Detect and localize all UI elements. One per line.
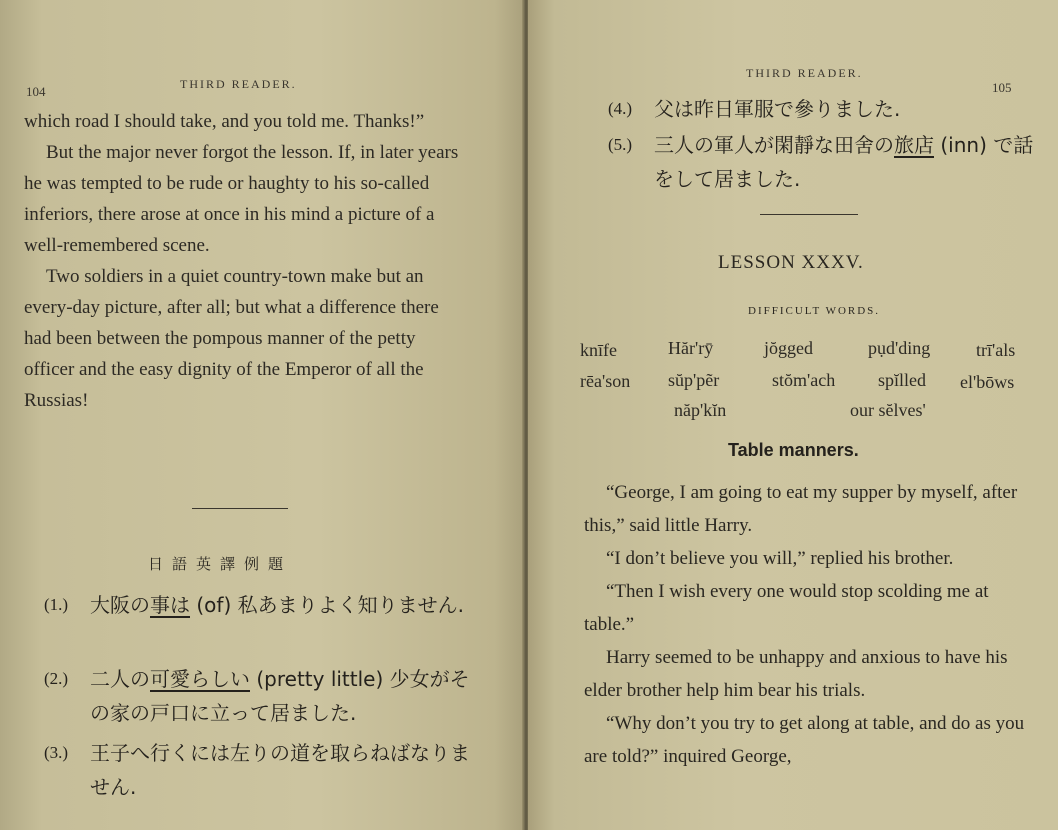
difficult-word: stŏm'ach xyxy=(772,370,836,390)
paragraph: “Why don’t you try to get along at table, and do as you are told?” inquired George, xyxy=(584,713,1025,767)
exercise-item xyxy=(44,736,478,804)
exercise-item xyxy=(608,128,1034,196)
exercise-number: (4.) xyxy=(608,99,633,118)
exercise-text: (pretty little) 少女がその家の戸口に立って居ました. xyxy=(90,667,470,725)
exercise-text: 三人の軍人が閑靜な田舍の xyxy=(654,133,894,157)
running-head: THIRD READER. xyxy=(180,77,297,91)
paragraph: “George, I am going to eat my supper by myself, after this,” said little Harry. xyxy=(584,482,1018,536)
underlined-word: 事は xyxy=(150,593,190,617)
difficult-word: el'bōws xyxy=(960,372,1015,392)
difficult-word: Hăr'rȳ xyxy=(668,338,714,358)
underlined-word: 旅店 xyxy=(894,133,934,157)
difficult-word: knīfe xyxy=(580,340,617,360)
paragraph: which road I should take, and you told me. Thanks!” xyxy=(24,111,425,132)
right-page xyxy=(528,0,1058,830)
difficult-word: pụd'ding xyxy=(868,338,931,358)
difficult-word: rēa'son xyxy=(580,371,631,391)
difficult-word: sŭp'pẽr xyxy=(668,370,720,390)
body-text xyxy=(24,106,470,416)
underlined-word: 可愛らしい xyxy=(150,667,250,691)
exercise-number: (2.) xyxy=(44,669,69,688)
difficult-word: jŏgged xyxy=(764,338,813,358)
difficult-word: năp'kĭn xyxy=(674,400,727,420)
exercise-item xyxy=(608,92,1034,126)
exercise-text: 王子へ行くには左りの道を取らねばなりません. xyxy=(90,741,470,799)
exercise-number: (3.) xyxy=(44,743,69,762)
exercise-item xyxy=(44,588,478,622)
difficult-word: our sĕlves' xyxy=(850,400,926,420)
paragraph: Two soldiers in a quiet country-town make but an every-day picture, after all; but what a difference there had been between the pompous manner of the petty officer and the easy dignity of the Emperor of all the Russias! xyxy=(24,266,439,411)
paragraph: But the major never forgot the lesson. If, in later years he was tempted to be rude or haughty to his so-called inferiors, there arose at once in his mind a picture of a well-remembered scene. xyxy=(24,142,459,256)
exercise-text: 大阪の xyxy=(90,593,150,617)
difficult-word: spĭlled xyxy=(878,370,926,390)
lesson-title: LESSON XXXV. xyxy=(718,252,864,273)
difficult-words-label: DIFFICULT WORDS. xyxy=(748,305,881,317)
running-head: THIRD READER. xyxy=(746,66,863,80)
paragraph: Harry seemed to be unhappy and anxious to have his elder brother help him bear his trials. xyxy=(584,647,1008,701)
body-text xyxy=(584,476,1034,773)
page-number: 104 xyxy=(26,84,46,99)
exercise-text: 二人の xyxy=(90,667,150,691)
exercise-item xyxy=(44,662,478,730)
difficult-word: trī'als xyxy=(976,340,1016,360)
section-divider xyxy=(760,214,858,215)
section-subtitle: Table manners. xyxy=(728,440,859,460)
exercise-title: 日語英譯例題 xyxy=(148,555,293,573)
exercise-text: (of) 私あまりよく知りません. xyxy=(190,593,464,617)
paragraph: “I don’t believe you will,” replied his brother. xyxy=(606,548,954,569)
exercise-text: 父は昨日軍服で參りました. xyxy=(654,97,901,121)
left-page xyxy=(0,0,526,830)
exercise-text: (inn) で話をして居ました. xyxy=(654,133,1034,191)
page-number: 105 xyxy=(992,80,1012,95)
exercise-number: (1.) xyxy=(44,595,69,614)
paragraph: “Then I wish every one would stop scolding me at table.” xyxy=(584,581,989,635)
exercise-number: (5.) xyxy=(608,135,633,154)
section-divider xyxy=(192,508,288,509)
